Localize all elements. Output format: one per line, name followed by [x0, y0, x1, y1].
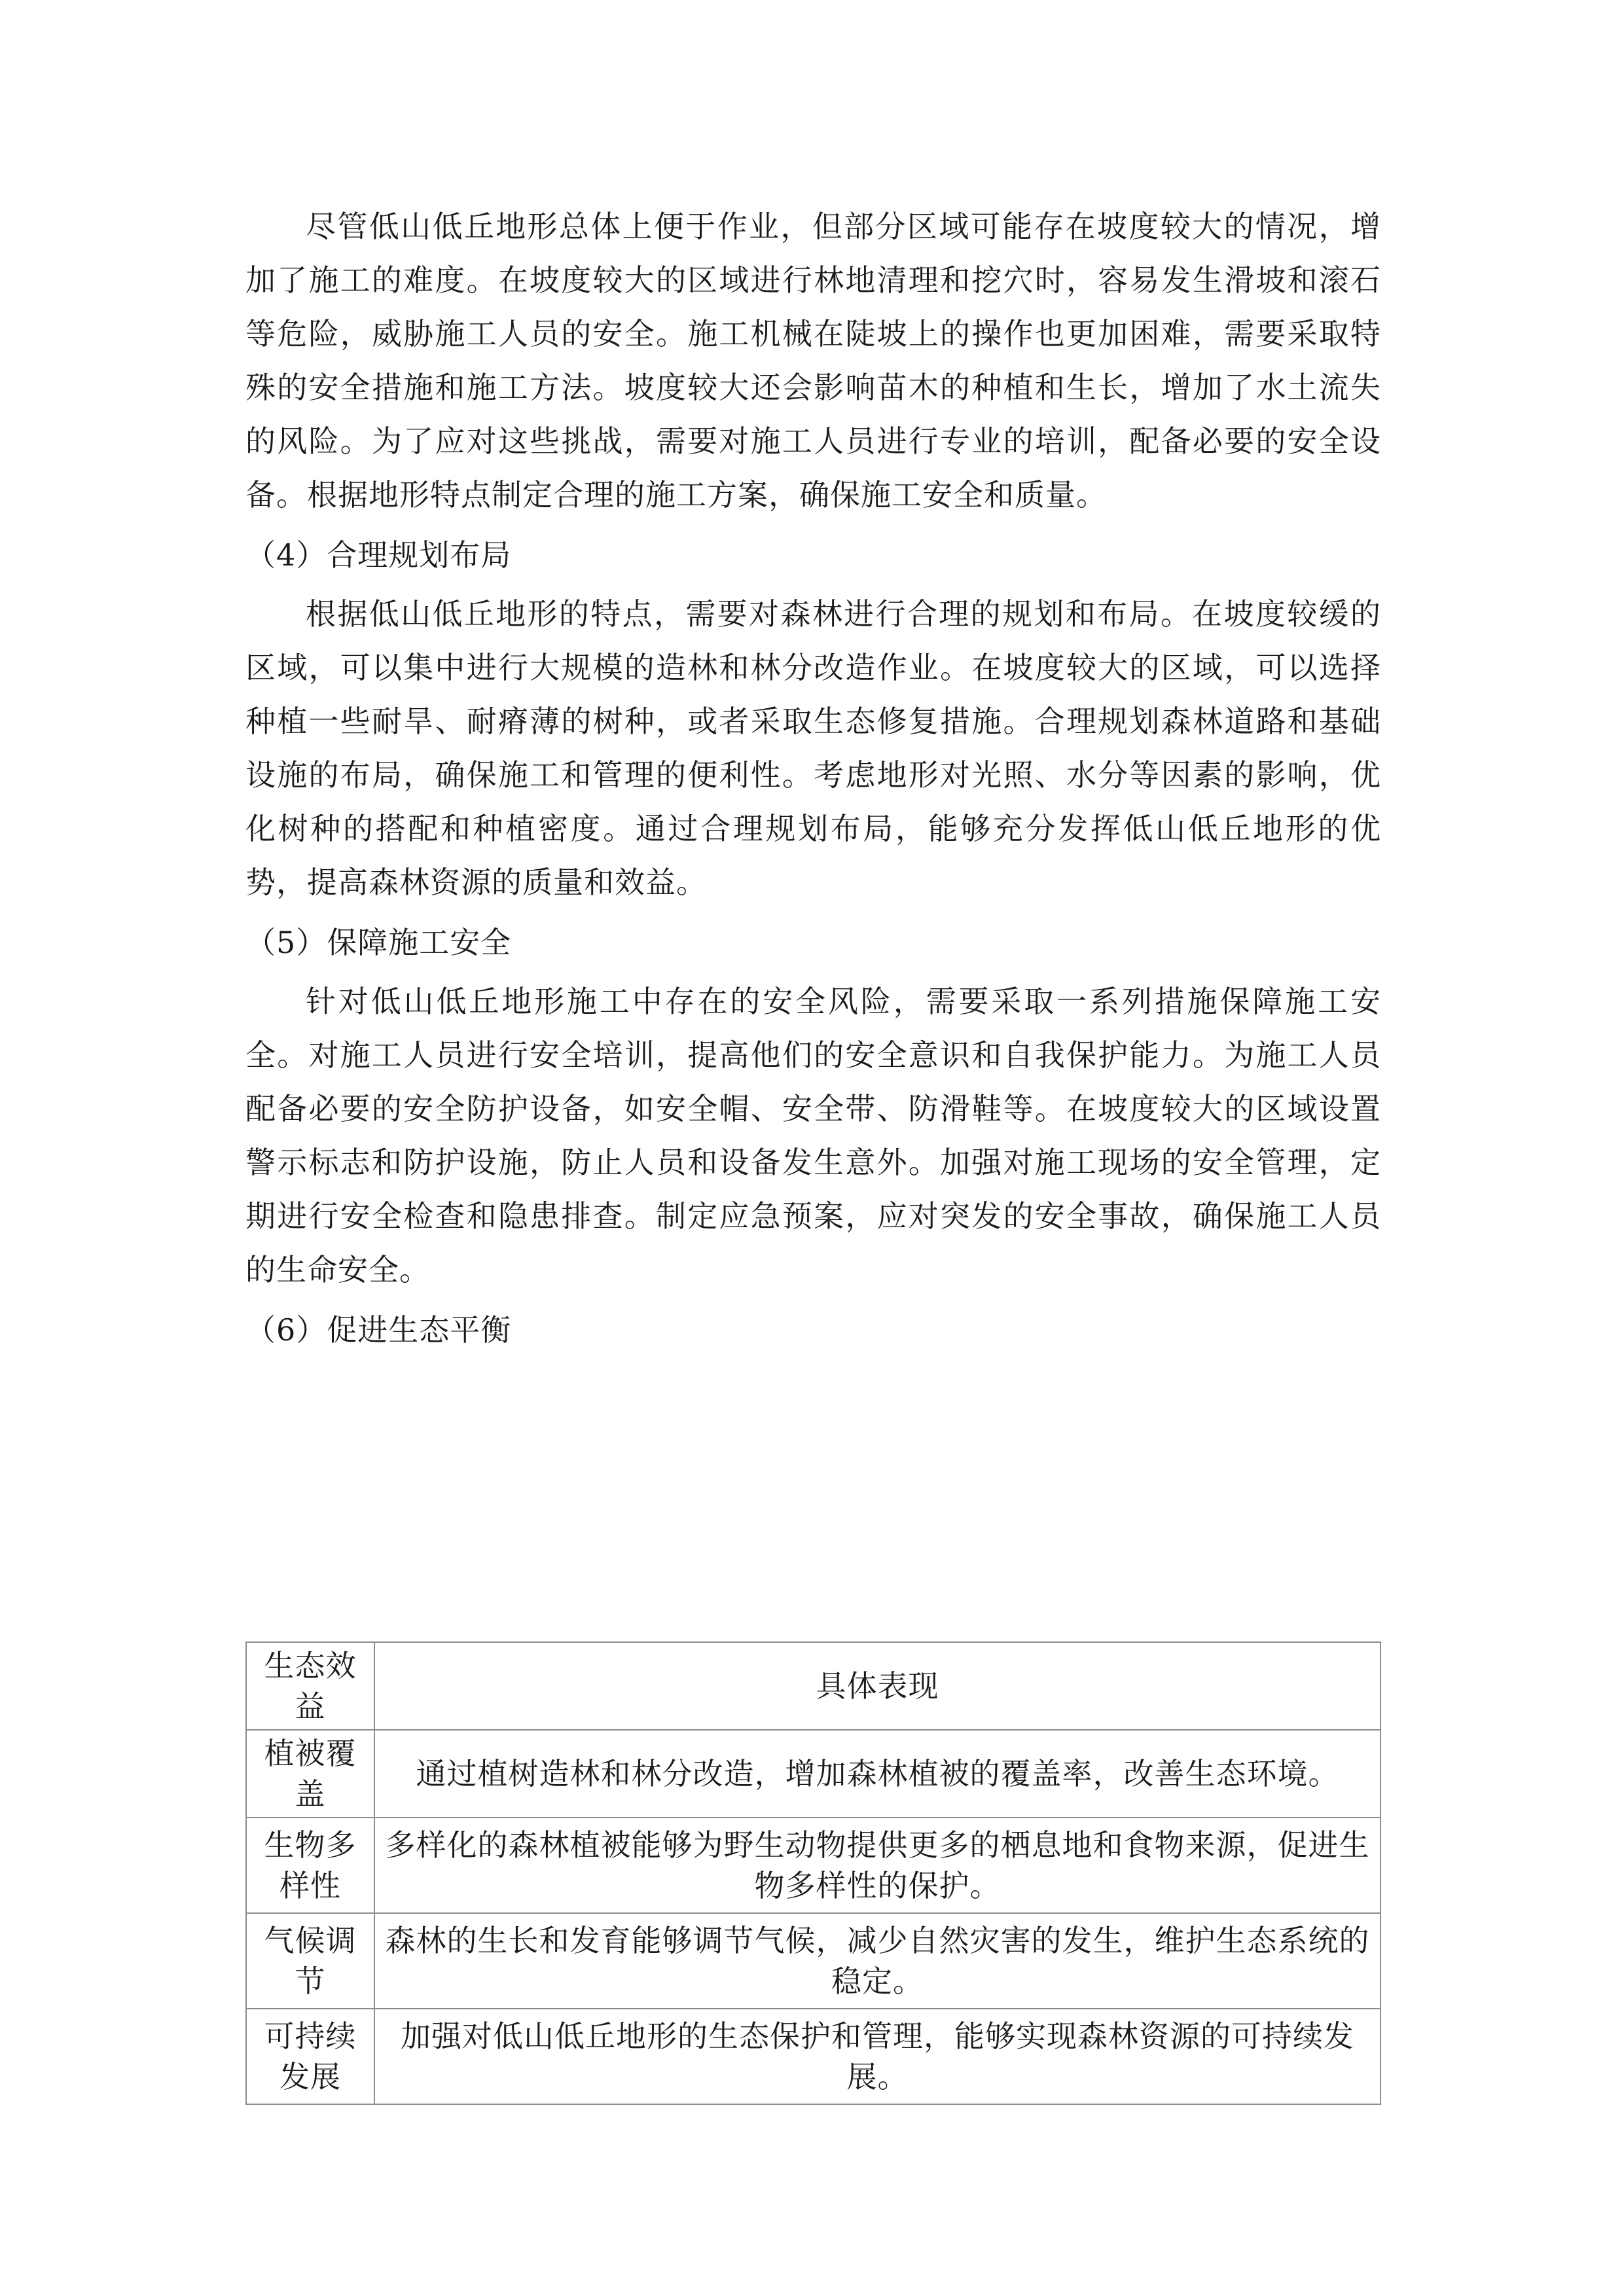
table-row: [246, 1730, 1380, 1818]
header-detail: 具体表现: [374, 1642, 1380, 1730]
heading-construction-safety: （5）保障施工安全: [245, 925, 512, 960]
heading-planning-layout: （4）合理规划布局: [245, 537, 512, 573]
cell-benefit: 可持续发展: [246, 2009, 374, 2104]
paragraph-terrain-difficulty: 尽管低山低丘地形总体上便于作业，但部分区域可能存在坡度较大的情况，增加了施工的难度。在坡度较大的区域进行林地清理和挖穴时，容易发生滑坡和滚石等危险，威胁施工人员的安全。施工机械在陡坡上的操作也更加困难，需要采取特殊的安全措施和施工方法。坡度较大还会影响苗木的种植和生长，增加了水土流失的风险。为了应对这些挑战，需要对施工人员进行专业的培训，配备必要的安全设备。根据地形特点制定合理的施工方案，确保施工安全和质量。: [245, 209, 1381, 512]
table-row: [246, 1913, 1380, 2009]
ecological-benefits-table: [245, 1641, 1381, 2105]
cell-detail: 多样化的森林植被能够为野生动物提供更多的栖息地和食物来源，促进生物多样性的保护。: [374, 1818, 1380, 1913]
paragraph-construction-safety: 针对低山低丘地形施工中存在的安全风险，需要采取一系列措施保障施工安全。对施工人员进行安全培训，提高他们的安全意识和自我保护能力。为施工人员配备必要的安全防护设备，如安全帽、安全带、防滑鞋等。在坡度较大的区域设置警示标志和防护设施，防止人员和设备发生意外。加强对施工现场的安全管理，定期进行安全检查和隐患排查。制定应急预案，应对突发的安全事故，确保施工人员的生命安全。: [245, 984, 1381, 1287]
cell-benefit: 生物多样性: [246, 1818, 374, 1913]
paragraph-planning-layout: 根据低山低丘地形的特点，需要对森林进行合理的规划和布局。在坡度较缓的区域，可以集中进行大规模的造林和林分改造作业。在坡度较大的区域，可以选择种植一些耐旱、耐瘠薄的树种，或者采取生态修复措施。合理规划森林道路和基础设施的布局，确保施工和管理的便利性。考虑地形对光照、水分等因素的影响，优化树种的搭配和种植密度。通过合理规划布局，能够充分发挥低山低丘地形的优势，提高森林资源的质量和效益。: [245, 596, 1381, 900]
cell-benefit: 气候调节: [246, 1913, 374, 2009]
cell-detail: 森林的生长和发育能够调节气候，减少自然灾害的发生，维护生态系统的稳定。: [374, 1913, 1380, 2009]
table-row: [246, 1818, 1380, 1913]
header-benefit: 生态效益: [246, 1642, 374, 1730]
table-row: [246, 2009, 1380, 2104]
cell-detail: 加强对低山低丘地形的生态保护和管理，能够实现森林资源的可持续发展。: [374, 2009, 1380, 2104]
heading-ecological-balance: （6）促进生态平衡: [245, 1312, 512, 1348]
document-body: [245, 200, 1381, 1362]
table-header-row: [246, 1642, 1380, 1730]
cell-benefit: 植被覆盖: [246, 1730, 374, 1818]
cell-detail: 通过植树造林和林分改造，增加森林植被的覆盖率，改善生态环境。: [374, 1730, 1380, 1818]
